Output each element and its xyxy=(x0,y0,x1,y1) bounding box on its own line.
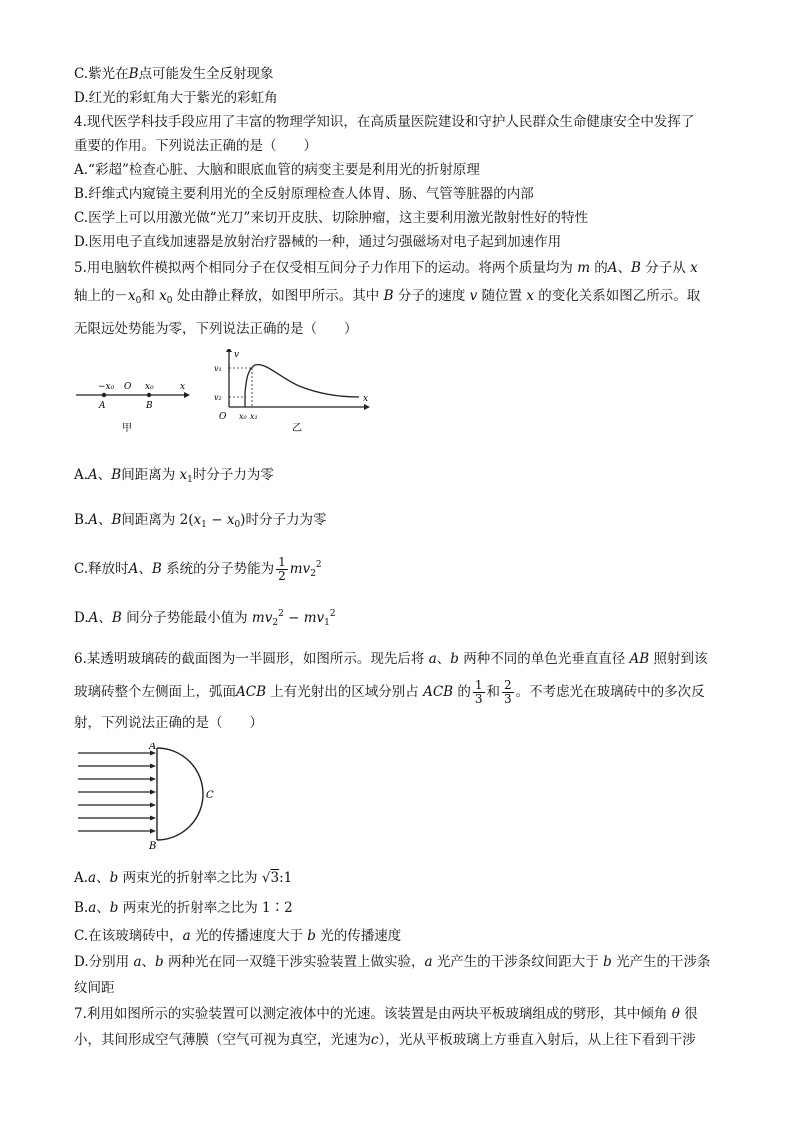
q5-figure xyxy=(74,349,724,449)
q5-fig-yi xyxy=(214,349,370,434)
q6-option-c: C.在该玻璃砖中，a 光的传播速度大于 b 光的传播速度 xyxy=(74,928,402,944)
svg-text:x₀: x₀ xyxy=(239,412,247,421)
svg-text:C: C xyxy=(206,790,214,801)
q5-stem: 5.用电脑软件模拟两个相同分子在仅受相互间分子力作用下的运动。将两个质量均为 m 的A、B 分子从 x xyxy=(74,260,698,276)
svg-text:v₁: v₁ xyxy=(214,364,222,373)
svg-text:B: B xyxy=(146,401,153,411)
svg-text:乙: 乙 xyxy=(292,423,302,434)
q4-stem-cont: 重要的作用。下列说法正确的是（ ） xyxy=(74,138,317,154)
svg-text:v₂: v₂ xyxy=(214,393,222,402)
q5-option-a: A.A、B间距离为 $x_1$时分子力为零 xyxy=(74,467,274,485)
q5-stem-cont: 轴上的$-x_0$和 $x_0$ 处由静止释放，如图甲所示。其中 B 分子的速度 v 随位置 x 的变化关系如图乙所示。取 xyxy=(74,288,701,306)
svg-text:x: x xyxy=(180,382,186,392)
q7-stem: 7.利用如图所示的实验装置可以测定液体中的光速。该装置是由两块平板玻璃组成的劈形，其中倾角 θ 很 xyxy=(74,1006,698,1022)
svg-text:甲: 甲 xyxy=(122,423,132,434)
q5-stem-end: 无限远处势能为零，下列说法正确的是（ ） xyxy=(74,321,358,337)
q4-option-c: C.医学上可以用激光做“光刀”来切开皮肤、切除肿瘤，这主要利用激光散射性好的特性 xyxy=(74,210,588,226)
q6-stem-end: 射，下列说法正确的是（ ） xyxy=(74,715,263,731)
q6-stem: 6.某透明玻璃砖的截面图为一半圆形，如图所示。现先后将 a、b 两种不同的单色光垂直直径 AB 照射到该 xyxy=(74,651,708,667)
svg-text:A: A xyxy=(149,743,157,752)
q4-option-a: A.“彩超”检查心脏、大脑和眼底血管的病变主要是利用光的折射原理 xyxy=(74,162,480,178)
svg-text:v: v xyxy=(234,350,240,360)
q6-option-d: D.分别用 a、b 两种光在同一双缝干涉实验装置上做实验，a 光产生的干涉条纹间距大于 b 光产生的干涉条 xyxy=(74,954,711,970)
svg-text:O: O xyxy=(219,412,227,422)
q5-diagram xyxy=(74,349,374,445)
molecule-a xyxy=(102,393,106,397)
svg-text:x₁: x₁ xyxy=(250,412,258,421)
q4-option-d: D.医用电子直线加速器是放射治疗器械的一种，通过匀强磁场对电子起到加速作用 xyxy=(74,234,562,250)
molecule-b xyxy=(147,393,151,397)
q7-stem-cont: 小，其间形成空气薄膜（空气可视为真空，光速为c），光从平板玻璃上方垂直入射后，从上往下看到干涉 xyxy=(74,1032,696,1048)
q6-option-d-cont: 纹间距 xyxy=(74,980,115,996)
svg-text:O: O xyxy=(124,382,132,392)
q6-option-a: A.a、b 两束光的折射率之比为 √3:1 xyxy=(74,870,293,886)
svg-text:B: B xyxy=(149,841,157,852)
document-page xyxy=(74,62,724,1053)
q4-option-b: B.纤维式内窥镜主要利用光的全反射原理检查人体胃、肠、气管等脏器的内部 xyxy=(74,186,534,202)
q6-figure xyxy=(74,743,724,857)
q4-stem: 4.现代医学科技手段应用了丰富的物理学知识，在高质量医院建设和守护人民群众生命健康安全中发挥了 xyxy=(74,114,695,130)
q5-option-d: D.A、B 间分子势能最小值为 $mv_2^2 - mv_1^2$ xyxy=(74,609,336,628)
q6-stem-cont: 玻璃砖整个左侧面上，弧面ACB 上有光射出的区域分别占 ACB 的 $\frac{1}{3}$ 和 $\frac{2}{3}$ 。不考虑光在玻璃砖中的多次反 xyxy=(74,678,705,706)
q6-diagram xyxy=(74,743,224,853)
q3-option-d: D.红光的彩虹角大于紫光的彩虹角 xyxy=(74,90,278,106)
q5-fig-jia xyxy=(76,382,190,434)
q6-option-b: B.a、b 两束光的折射率之比为 1∶2 xyxy=(74,900,293,916)
q5-option-b: B.A、B间距离为 $2(x_1 - x_0)$时分子力为零 xyxy=(74,512,327,530)
svg-text:−x₀: −x₀ xyxy=(98,382,115,392)
svg-text:x: x xyxy=(363,394,369,404)
q5-option-c: C.释放时A、B 系统的分子势能为 $\frac{1}{2}$ $mv_2^2$ xyxy=(74,555,322,583)
svg-text:x₀: x₀ xyxy=(145,382,154,392)
q3-option-c: C.紫光在B点可能发生全反射现象 xyxy=(74,66,274,82)
svg-text:A: A xyxy=(99,401,106,411)
